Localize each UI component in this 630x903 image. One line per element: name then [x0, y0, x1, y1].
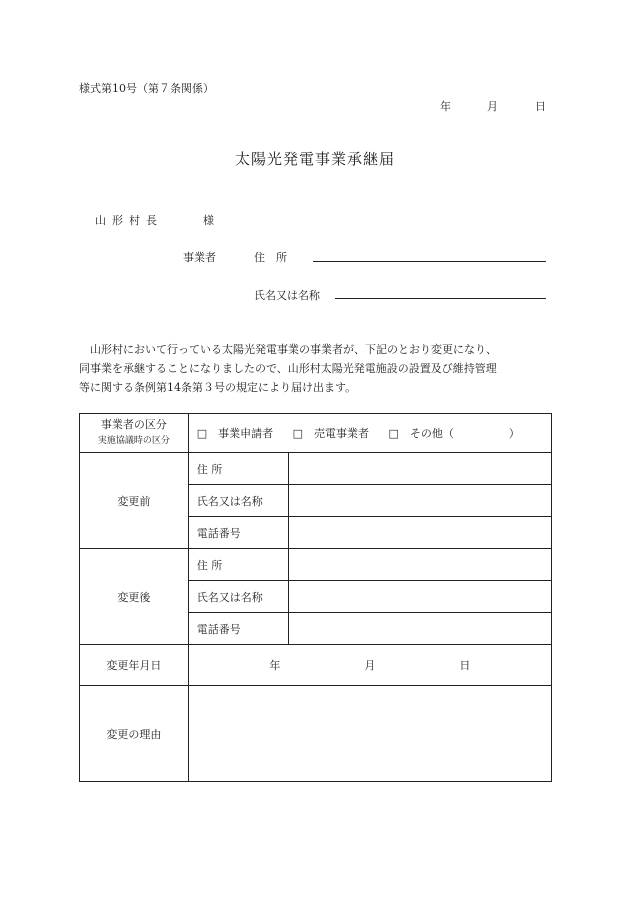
before-label: 変更前 — [80, 453, 189, 549]
addressee — [95, 212, 214, 228]
document-title: 太陽光発電事業承継届 — [234, 150, 395, 168]
option-seller-checkbox[interactable]: □ 売電事業者 — [292, 427, 370, 440]
before-phone-field[interactable] — [288, 517, 551, 549]
before-name-field[interactable] — [288, 485, 551, 517]
option-applicant-checkbox[interactable]: □ 事業申請者 — [196, 427, 274, 440]
form-number: 様式第10号（第７条関係） — [79, 82, 214, 95]
change-month: 月 — [364, 659, 376, 672]
addressee-name: 山形村長 — [95, 214, 163, 227]
body-line: 等に関する条例第14条第３号の規定により届け出ます。 — [79, 381, 357, 394]
address-line[interactable] — [313, 261, 546, 262]
date-day: 日 — [535, 100, 546, 113]
address-label: 住 所 — [254, 251, 287, 264]
name-label: 氏名又は名称 — [254, 289, 320, 302]
reason-label: 変更の理由 — [80, 686, 189, 782]
applicant-label: 事業者 — [183, 251, 216, 264]
after-phone-label: 電話番号 — [188, 613, 288, 645]
before-name-label: 氏名又は名称 — [188, 485, 288, 517]
division-sub-label: 実施協議時の区分 — [97, 436, 170, 446]
before-address-label: 住 所 — [188, 453, 288, 485]
addressee-honorific: 様 — [203, 214, 214, 227]
change-date-row — [80, 645, 552, 686]
change-date-field[interactable] — [188, 645, 551, 686]
table-row — [80, 549, 552, 581]
reason-field[interactable] — [188, 686, 551, 782]
after-name-field[interactable] — [288, 581, 551, 613]
change-date-label: 変更年月日 — [80, 645, 189, 686]
date-year: 年 — [440, 100, 451, 113]
reason-row — [80, 686, 552, 782]
submission-date — [440, 98, 546, 114]
after-phone-field[interactable] — [288, 613, 551, 645]
date-month: 月 — [487, 100, 498, 113]
change-year: 年 — [269, 659, 281, 672]
division-options — [188, 414, 551, 453]
option-other-checkbox[interactable]: □ その他（ ） — [388, 427, 520, 440]
details-table — [79, 413, 552, 782]
after-label: 変更後 — [80, 549, 189, 645]
body-paragraph — [79, 340, 549, 397]
division-row — [80, 414, 552, 453]
table-row — [80, 453, 552, 485]
before-address-field[interactable] — [288, 453, 551, 485]
body-line: 山形村において行っている太陽光発電事業の事業者が、下記のとおり変更になり、 — [79, 343, 497, 356]
division-header — [80, 414, 189, 453]
name-line[interactable] — [335, 298, 546, 299]
before-phone-label: 電話番号 — [188, 517, 288, 549]
after-address-label: 住 所 — [188, 549, 288, 581]
after-name-label: 氏名又は名称 — [188, 581, 288, 613]
division-label: 事業者の区分 — [100, 418, 167, 431]
body-line: 同事業を承継することになりましたので、山形村太陽光発電施設の設置及び維持管理 — [79, 362, 497, 375]
change-day: 日 — [459, 659, 471, 672]
after-address-field[interactable] — [288, 549, 551, 581]
